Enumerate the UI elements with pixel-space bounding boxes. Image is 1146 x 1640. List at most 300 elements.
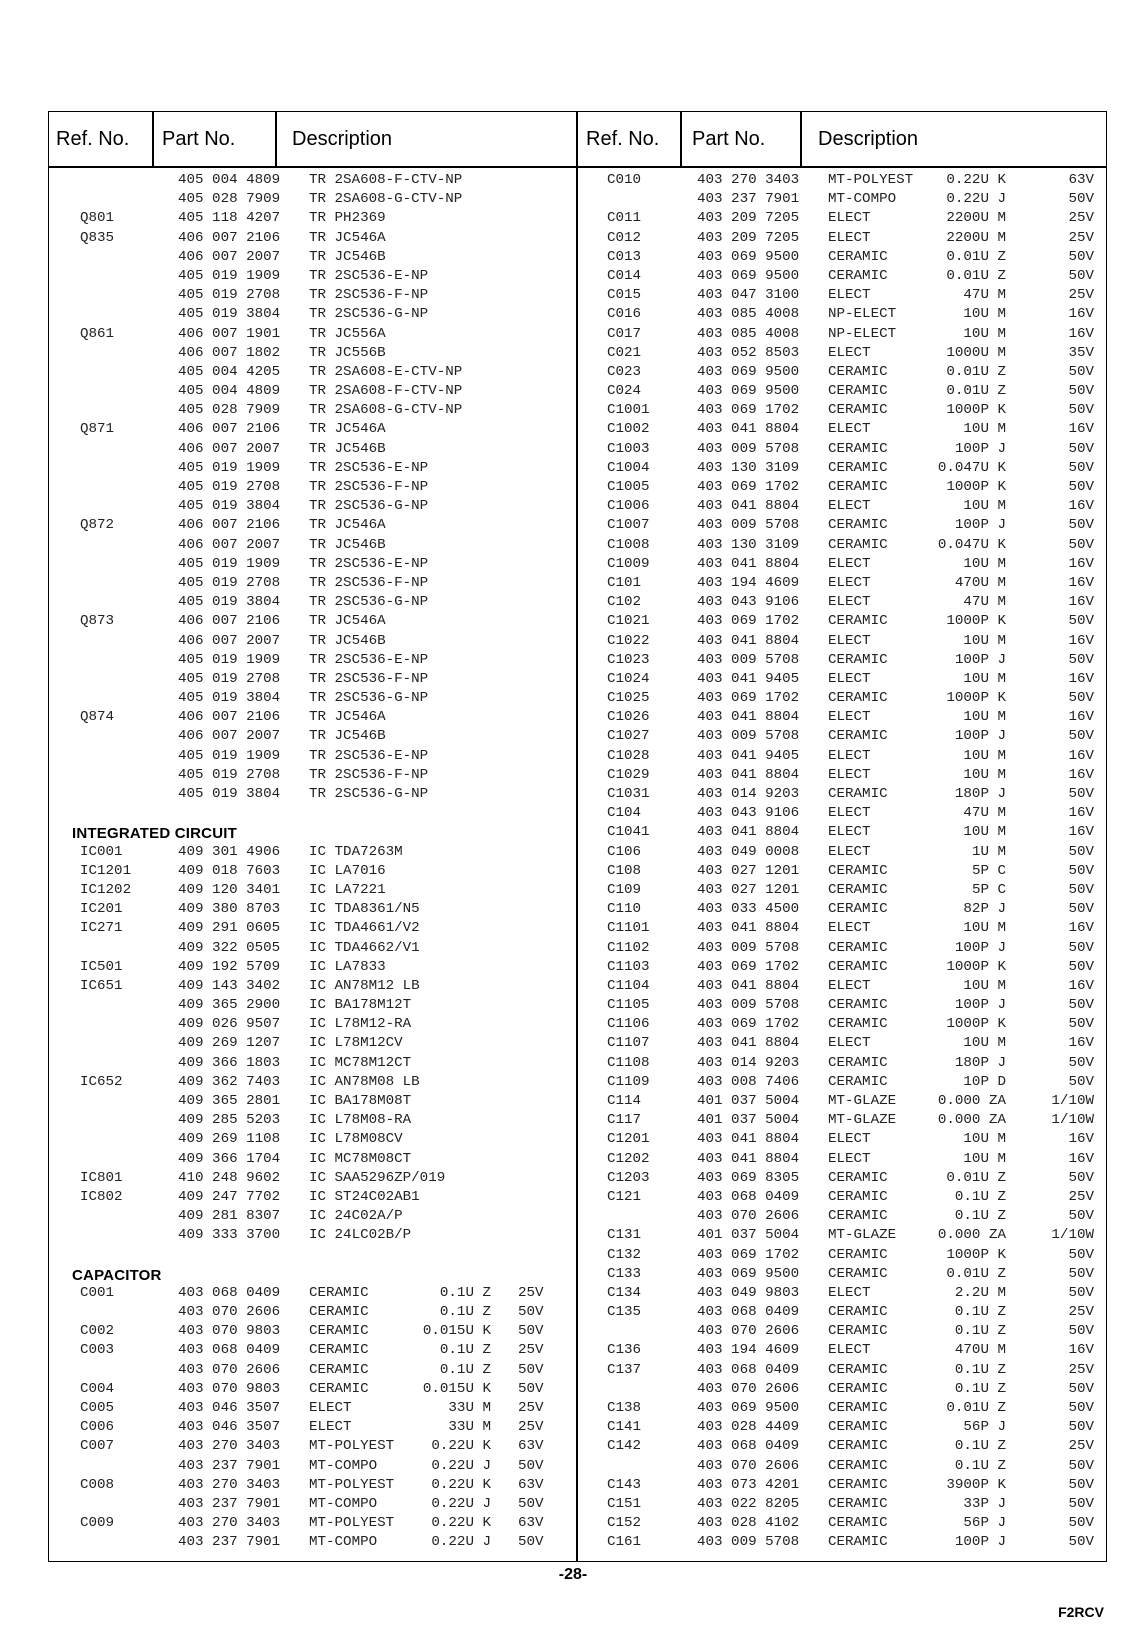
description: CERAMIC bbox=[828, 1323, 888, 1340]
ref-no: C133 bbox=[607, 1265, 642, 1282]
value: 5P C bbox=[971, 881, 1006, 898]
table-row bbox=[0, 1419, 576, 1438]
table-row bbox=[0, 460, 576, 479]
description: CERAMIC bbox=[828, 1438, 888, 1455]
description: IC AN78M12 LB bbox=[309, 977, 420, 994]
description: TR 2SC536-G-NP bbox=[309, 690, 429, 707]
part-no: 403 041 8804 bbox=[697, 498, 800, 515]
part-no: 405 019 1909 bbox=[178, 651, 281, 668]
voltage: 50V bbox=[1068, 939, 1094, 956]
ref-no: C109 bbox=[607, 881, 642, 898]
description: ELECT bbox=[309, 1400, 352, 1416]
value: 180P J bbox=[954, 1054, 1006, 1071]
part-no: 405 004 4205 bbox=[178, 363, 281, 380]
description: IC BA178M08T bbox=[309, 1093, 412, 1109]
table-row bbox=[0, 920, 576, 939]
table-row bbox=[0, 556, 576, 575]
description: CERAMIC bbox=[828, 1169, 888, 1186]
ref-no: C024 bbox=[607, 383, 642, 400]
table-row bbox=[576, 402, 1106, 421]
value: 0.1U Z bbox=[954, 1208, 1006, 1225]
ref-no: C136 bbox=[607, 1342, 642, 1359]
part-no: 406 007 2106 bbox=[178, 421, 281, 438]
part-no: 403 070 2606 bbox=[697, 1380, 800, 1397]
value: 56P J bbox=[963, 1419, 1006, 1436]
table-row bbox=[576, 1419, 1106, 1438]
table-row bbox=[0, 844, 576, 863]
table-row bbox=[576, 383, 1106, 402]
table-row bbox=[0, 517, 576, 536]
description: IC MC78M08CT bbox=[309, 1150, 412, 1167]
part-no: 403 209 7205 bbox=[697, 229, 800, 246]
description: TR 2SA608-G-CTV-NP bbox=[309, 402, 463, 419]
part-no: 403 014 9203 bbox=[697, 1054, 800, 1071]
ref-no: C003 bbox=[80, 1342, 115, 1359]
table-row bbox=[0, 1247, 576, 1266]
description: ELECT bbox=[309, 1419, 352, 1436]
description: CERAMIC bbox=[828, 536, 888, 553]
description: MT-GLAZE bbox=[828, 1093, 897, 1109]
table-row bbox=[576, 1304, 1106, 1323]
ref-no: C017 bbox=[607, 325, 642, 342]
voltage: 50V bbox=[1068, 1073, 1094, 1090]
description: ELECT bbox=[828, 977, 871, 994]
part-no: 403 041 9405 bbox=[697, 747, 800, 764]
voltage: 1/10W bbox=[1051, 1093, 1094, 1109]
description: ELECT bbox=[828, 555, 871, 572]
voltage: 50V bbox=[1068, 1016, 1094, 1033]
part-no: 403 041 8804 bbox=[697, 824, 800, 841]
part-no: 405 019 3804 bbox=[178, 498, 281, 515]
table-row bbox=[0, 402, 576, 421]
description: CERAMIC bbox=[828, 1457, 888, 1474]
description: CERAMIC bbox=[828, 939, 888, 956]
voltage: 16V bbox=[1068, 555, 1094, 572]
table-row bbox=[0, 383, 576, 402]
part-no: 403 194 4609 bbox=[697, 1342, 800, 1359]
table-row bbox=[576, 959, 1106, 978]
part-no: 403 069 1702 bbox=[697, 479, 800, 495]
table-row bbox=[0, 287, 576, 306]
value: 10U M bbox=[963, 766, 1006, 783]
description: CERAMIC bbox=[828, 690, 888, 707]
description: IC LA7016 bbox=[309, 862, 386, 879]
ref-no: C1107 bbox=[607, 1035, 650, 1052]
ref-no: C131 bbox=[607, 1227, 642, 1244]
description: TR 2SC536-E-NP bbox=[309, 555, 429, 572]
part-no: 403 041 8804 bbox=[697, 709, 800, 726]
value: 0.000 ZA bbox=[937, 1227, 1006, 1244]
table-row bbox=[0, 805, 576, 824]
description: CERAMIC bbox=[828, 363, 888, 380]
description: ELECT bbox=[828, 843, 871, 860]
description: TR JC546A bbox=[309, 517, 386, 534]
description: TR 2SC536-G-NP bbox=[309, 306, 429, 323]
description: CERAMIC bbox=[828, 248, 888, 265]
description: TR PH2369 bbox=[309, 210, 386, 227]
part-no: 405 019 2708 bbox=[178, 287, 281, 304]
table-row bbox=[576, 1438, 1106, 1457]
description: TR JC546A bbox=[309, 613, 386, 630]
description: ELECT bbox=[828, 1342, 871, 1359]
value: 100P J bbox=[954, 440, 1006, 457]
value: 0.1U Z bbox=[954, 1304, 1006, 1321]
voltage: 16V bbox=[1068, 421, 1094, 438]
description: IC TDA8361/N5 bbox=[309, 901, 420, 918]
value: 10U M bbox=[963, 670, 1006, 687]
description: CERAMIC bbox=[828, 1400, 888, 1416]
table-row bbox=[0, 748, 576, 767]
part-no: 409 269 1108 bbox=[178, 1131, 281, 1148]
voltage: 25V bbox=[518, 1419, 544, 1436]
part-no: 409 143 3402 bbox=[178, 977, 281, 994]
part-no: 409 366 1803 bbox=[178, 1054, 281, 1071]
part-no: 403 069 1702 bbox=[697, 1016, 800, 1033]
description: TR JC546B bbox=[309, 728, 386, 745]
part-no: 403 049 9803 bbox=[697, 1284, 800, 1301]
value: 10U M bbox=[963, 1150, 1006, 1167]
description: IC L78M12CV bbox=[309, 1035, 403, 1052]
ref-no: C101 bbox=[607, 574, 642, 591]
value: 3900P K bbox=[946, 1476, 1006, 1493]
table-row bbox=[0, 671, 576, 690]
voltage: 16V bbox=[1068, 594, 1094, 611]
voltage: 50V bbox=[518, 1495, 544, 1512]
description: CERAMIC bbox=[828, 1361, 888, 1378]
value: 47U M bbox=[963, 594, 1006, 611]
description: IC TDA4662/V1 bbox=[309, 939, 420, 956]
header-part-right: Part No. bbox=[692, 127, 766, 150]
description: MT-COMPO bbox=[828, 191, 897, 208]
table-row bbox=[576, 613, 1106, 632]
part-no: 409 366 1704 bbox=[178, 1150, 281, 1167]
value: 47U M bbox=[963, 805, 1006, 822]
ref-no: C1108 bbox=[607, 1054, 650, 1071]
table-row bbox=[576, 1362, 1106, 1381]
part-no: 409 380 8703 bbox=[178, 901, 281, 918]
description: MT-POLYEST bbox=[309, 1515, 395, 1532]
value: 0.22U K bbox=[946, 172, 1006, 188]
table-row bbox=[0, 1016, 576, 1035]
ref-no: C106 bbox=[607, 843, 642, 860]
ref-no: Q871 bbox=[80, 421, 115, 438]
part-no: 405 019 1909 bbox=[178, 267, 281, 284]
value: 0.22U K bbox=[431, 1515, 491, 1532]
table-row bbox=[0, 1342, 576, 1361]
ref-no: Q873 bbox=[80, 613, 115, 630]
value: 10U M bbox=[963, 325, 1006, 342]
description: TR JC546B bbox=[309, 248, 386, 265]
table-row bbox=[576, 287, 1106, 306]
value: 0.047U K bbox=[937, 536, 1006, 553]
description: ELECT bbox=[828, 920, 871, 937]
value: 56P J bbox=[963, 1515, 1006, 1532]
description: IC 24C02A/P bbox=[309, 1208, 403, 1225]
part-no: 403 130 3109 bbox=[697, 459, 800, 476]
part-no: 403 009 5708 bbox=[697, 651, 800, 668]
value: 47U M bbox=[963, 287, 1006, 304]
table-row bbox=[576, 1247, 1106, 1266]
value: 100P J bbox=[954, 997, 1006, 1014]
voltage: 16V bbox=[1068, 325, 1094, 342]
value: 100P J bbox=[954, 939, 1006, 956]
description: ELECT bbox=[828, 594, 871, 611]
ref-no: C1001 bbox=[607, 402, 650, 419]
description: CERAMIC bbox=[309, 1323, 369, 1340]
table-row bbox=[0, 249, 576, 268]
table-row bbox=[576, 863, 1106, 882]
value: 10U M bbox=[963, 920, 1006, 937]
value: 2200U M bbox=[946, 229, 1006, 246]
voltage: 63V bbox=[518, 1476, 544, 1493]
table-row bbox=[0, 1534, 576, 1553]
description: ELECT bbox=[828, 1284, 871, 1301]
table-row bbox=[0, 421, 576, 440]
voltage: 50V bbox=[1068, 517, 1094, 534]
voltage: 16V bbox=[1068, 1150, 1094, 1167]
value: 10U M bbox=[963, 632, 1006, 649]
part-no: 403 069 9500 bbox=[697, 1400, 800, 1416]
part-no: 403 270 3403 bbox=[178, 1515, 281, 1532]
table-row bbox=[0, 172, 576, 191]
value: 0.22U K bbox=[431, 1438, 491, 1455]
ref-no: IC201 bbox=[80, 901, 123, 918]
ref-no: C1007 bbox=[607, 517, 650, 534]
value: 0.1U Z bbox=[439, 1342, 491, 1359]
description: IC MC78M12CT bbox=[309, 1054, 412, 1071]
ref-no: Q872 bbox=[80, 517, 115, 534]
value: 0.1U Z bbox=[439, 1304, 491, 1321]
table-row bbox=[576, 1074, 1106, 1093]
description: CERAMIC bbox=[828, 728, 888, 745]
part-no: 405 028 7909 bbox=[178, 402, 281, 419]
voltage: 50V bbox=[1068, 862, 1094, 879]
value: 0.01U Z bbox=[946, 363, 1006, 380]
voltage: 16V bbox=[1068, 670, 1094, 687]
table-row bbox=[0, 652, 576, 671]
voltage: 50V bbox=[1068, 383, 1094, 400]
description: TR JC546A bbox=[309, 421, 386, 438]
table-row bbox=[0, 1458, 576, 1477]
description: CERAMIC bbox=[828, 1304, 888, 1321]
voltage: 50V bbox=[1068, 1419, 1094, 1436]
part-no: 405 019 3804 bbox=[178, 594, 281, 611]
ref-no: C138 bbox=[607, 1400, 642, 1416]
description: CERAMIC bbox=[309, 1380, 369, 1397]
table-row bbox=[576, 1055, 1106, 1074]
table-row bbox=[0, 1208, 576, 1227]
part-no: 409 365 2801 bbox=[178, 1093, 281, 1109]
table-row bbox=[576, 1016, 1106, 1035]
table-row bbox=[0, 1304, 576, 1323]
voltage: 50V bbox=[1068, 1054, 1094, 1071]
table-row bbox=[576, 172, 1106, 191]
ref-no: C002 bbox=[80, 1323, 115, 1340]
description: CERAMIC bbox=[828, 1246, 888, 1263]
table-row bbox=[576, 306, 1106, 325]
description: TR 2SA608-G-CTV-NP bbox=[309, 191, 463, 208]
part-no: 403 070 2606 bbox=[697, 1323, 800, 1340]
table-row bbox=[576, 901, 1106, 920]
description: CERAMIC bbox=[828, 1054, 888, 1071]
ref-no: C1203 bbox=[607, 1169, 650, 1186]
voltage: 50V bbox=[1068, 997, 1094, 1014]
voltage: 50V bbox=[1068, 248, 1094, 265]
voltage: 50V bbox=[1068, 479, 1094, 495]
value: 100P J bbox=[954, 728, 1006, 745]
voltage: 50V bbox=[518, 1457, 544, 1474]
table-row bbox=[0, 268, 576, 287]
voltage: 50V bbox=[1068, 440, 1094, 457]
description: ELECT bbox=[828, 632, 871, 649]
ref-no: C1024 bbox=[607, 670, 650, 687]
part-no: 406 007 1901 bbox=[178, 325, 281, 342]
voltage: 50V bbox=[1068, 363, 1094, 380]
part-no: 403 068 0409 bbox=[178, 1342, 281, 1359]
ref-no: C001 bbox=[80, 1284, 115, 1301]
voltage: 63V bbox=[518, 1438, 544, 1455]
table-row bbox=[0, 1438, 576, 1457]
table-row bbox=[0, 728, 576, 747]
table-row bbox=[0, 537, 576, 556]
description: IC L78M08-RA bbox=[309, 1112, 412, 1129]
value: 1000P K bbox=[946, 613, 1006, 630]
voltage: 16V bbox=[1068, 498, 1094, 515]
part-no: 403 046 3507 bbox=[178, 1400, 281, 1416]
table-row bbox=[576, 556, 1106, 575]
voltage: 50V bbox=[1068, 191, 1094, 208]
description: MT-COMPO bbox=[309, 1534, 378, 1551]
table-row bbox=[0, 1131, 576, 1150]
table-row bbox=[576, 1400, 1106, 1419]
table-row bbox=[576, 844, 1106, 863]
ref-no: IC001 bbox=[80, 843, 123, 860]
part-no: 403 009 5708 bbox=[697, 939, 800, 956]
value: 33U M bbox=[448, 1419, 491, 1436]
part-no: 403 052 8503 bbox=[697, 344, 800, 361]
table-row bbox=[0, 210, 576, 229]
part-no: 403 070 2606 bbox=[697, 1208, 800, 1225]
table-row bbox=[576, 345, 1106, 364]
ref-no: C143 bbox=[607, 1476, 642, 1493]
voltage: 50V bbox=[1068, 958, 1094, 975]
voltage: 63V bbox=[518, 1515, 544, 1532]
table-row bbox=[576, 1496, 1106, 1515]
part-no: 403 070 2606 bbox=[697, 1457, 800, 1474]
part-no: 403 027 1201 bbox=[697, 881, 800, 898]
description: TR JC556B bbox=[309, 344, 386, 361]
value: 10U M bbox=[963, 1035, 1006, 1052]
part-no: 409 285 5203 bbox=[178, 1112, 281, 1129]
value: 0.015U K bbox=[422, 1380, 491, 1397]
part-no: 405 019 1909 bbox=[178, 747, 281, 764]
table-row bbox=[576, 364, 1106, 383]
voltage: 16V bbox=[1068, 747, 1094, 764]
voltage: 50V bbox=[1068, 613, 1094, 630]
part-no: 403 068 0409 bbox=[697, 1438, 800, 1455]
value: 1000U M bbox=[946, 344, 1006, 361]
description: ELECT bbox=[828, 287, 871, 304]
description: TR 2SC536-F-NP bbox=[309, 766, 429, 783]
table-row bbox=[576, 805, 1106, 824]
voltage: 50V bbox=[518, 1534, 544, 1551]
part-no: 403 270 3403 bbox=[178, 1476, 281, 1493]
ref-no: C121 bbox=[607, 1188, 642, 1205]
voltage: 50V bbox=[1068, 1476, 1094, 1493]
value: 10U M bbox=[963, 709, 1006, 726]
ref-no: C1101 bbox=[607, 920, 650, 937]
description: IC TDA7263M bbox=[309, 843, 403, 860]
voltage: 50V bbox=[1068, 901, 1094, 918]
part-no: 403 028 4102 bbox=[697, 1515, 800, 1532]
description: TR JC546B bbox=[309, 440, 386, 457]
ref-no: C152 bbox=[607, 1515, 642, 1532]
description: ELECT bbox=[828, 421, 871, 438]
part-no: 403 270 3403 bbox=[697, 172, 800, 188]
value: 0.1U Z bbox=[954, 1361, 1006, 1378]
voltage: 16V bbox=[1068, 306, 1094, 323]
description: CERAMIC bbox=[828, 958, 888, 975]
part-no: 403 069 1702 bbox=[697, 958, 800, 975]
description: CERAMIC bbox=[828, 517, 888, 534]
table-row bbox=[0, 786, 576, 805]
description: CERAMIC bbox=[309, 1361, 369, 1378]
table-row bbox=[576, 1534, 1106, 1553]
part-no: 403 046 3507 bbox=[178, 1419, 281, 1436]
voltage: 25V bbox=[1068, 1188, 1094, 1205]
part-no: 403 033 4500 bbox=[697, 901, 800, 918]
voltage: 16V bbox=[1068, 1342, 1094, 1359]
description: ELECT bbox=[828, 498, 871, 515]
description: TR JC546B bbox=[309, 536, 386, 553]
part-no: 409 018 7603 bbox=[178, 862, 281, 879]
voltage: 1/10W bbox=[1051, 1112, 1094, 1129]
table-row bbox=[576, 767, 1106, 786]
model-code: F2RCV bbox=[1058, 1604, 1104, 1620]
description: CERAMIC bbox=[828, 267, 888, 284]
table-row bbox=[0, 364, 576, 383]
value: 0.1U Z bbox=[954, 1380, 1006, 1397]
value: 0.1U Z bbox=[954, 1188, 1006, 1205]
voltage: 16V bbox=[1068, 920, 1094, 937]
ref-no: C151 bbox=[607, 1495, 642, 1512]
table-row bbox=[0, 690, 576, 709]
voltage: 16V bbox=[1068, 1035, 1094, 1052]
ref-no: C1021 bbox=[607, 613, 650, 630]
part-no: 409 192 5709 bbox=[178, 958, 281, 975]
value: 0.1U Z bbox=[439, 1361, 491, 1378]
table-row bbox=[576, 249, 1106, 268]
ref-no: C009 bbox=[80, 1515, 115, 1532]
part-no: 405 019 2708 bbox=[178, 574, 281, 591]
ref-no: C1023 bbox=[607, 651, 650, 668]
value: 82P J bbox=[963, 901, 1006, 918]
table-row bbox=[0, 1400, 576, 1419]
description: ELECT bbox=[828, 805, 871, 822]
part-no: 405 019 2708 bbox=[178, 766, 281, 783]
ref-no: C1003 bbox=[607, 440, 650, 457]
value: 100P J bbox=[954, 517, 1006, 534]
value: 2200U M bbox=[946, 210, 1006, 227]
part-no: 405 028 7909 bbox=[178, 191, 281, 208]
part-no: 403 041 8804 bbox=[697, 1131, 800, 1148]
ref-no: C114 bbox=[607, 1093, 642, 1109]
description: ELECT bbox=[828, 210, 871, 227]
part-no: 405 019 2708 bbox=[178, 670, 281, 687]
ref-no: IC271 bbox=[80, 920, 123, 937]
table-row bbox=[0, 1496, 576, 1515]
voltage: 50V bbox=[1068, 1457, 1094, 1474]
